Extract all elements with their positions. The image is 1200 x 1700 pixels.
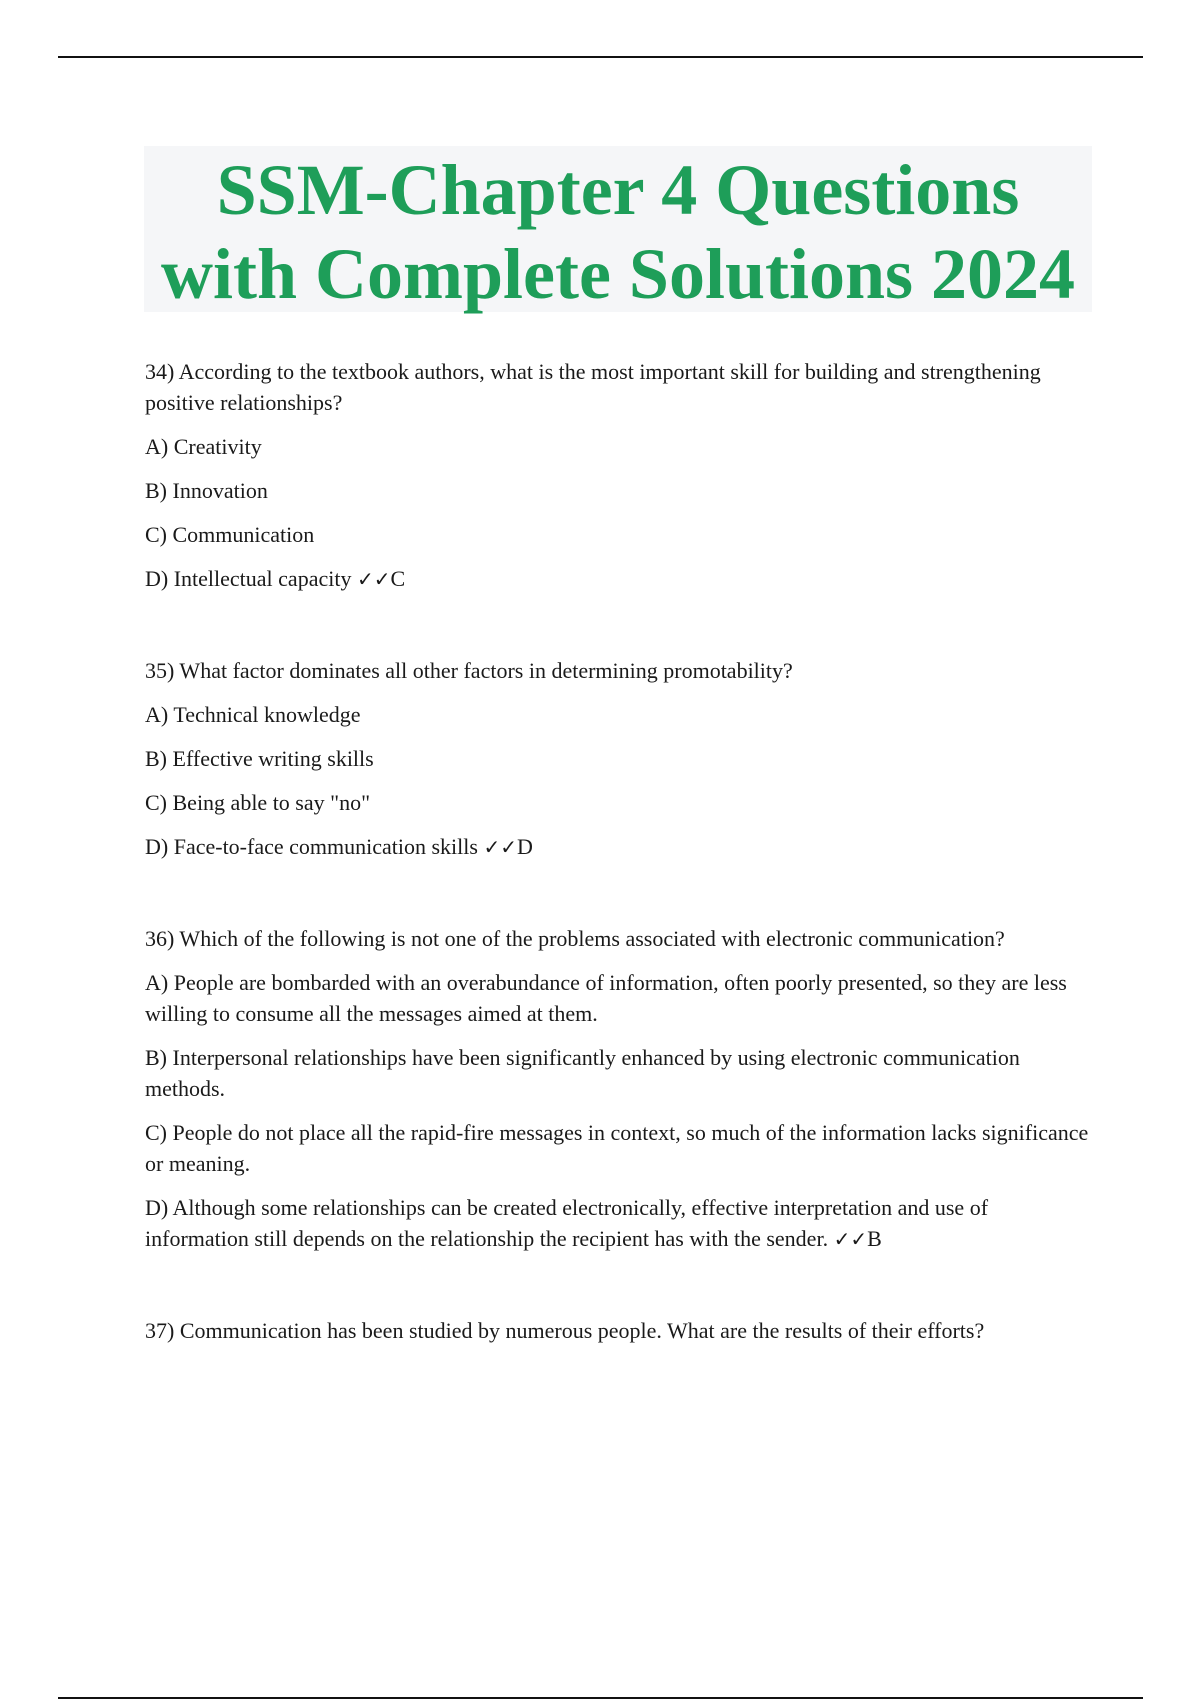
question-text: 37) Communication has been studied by numerous people. What are the results of their efforts? [145,1318,985,1343]
question-36 [145,923,1090,1255]
option-a: A) Technical knowledge [145,702,361,727]
title-line-2: with Complete Solutions 2024 [160,234,1076,314]
question-list [145,356,1090,1359]
option-d [145,563,1090,595]
checkmark-icon: ✓✓ [833,1227,868,1251]
option-c: C) Communication [145,522,315,547]
title-line-1: SSM-Chapter 4 Questions [216,150,1020,230]
title-banner [144,146,1092,312]
top-rule [58,56,1143,58]
option-d [145,831,1090,863]
answer-key: B [867,1226,882,1251]
option-d-text: D) Although some relationships can be created electronically, effective interpretation and use of information still depends on the relationship the recipient has with the sender. [145,1195,989,1251]
option-d-text: D) Face-to-face communication skills [145,834,478,859]
checkmark-icon: ✓✓ [483,835,517,859]
question-text: 34) According to the textbook authors, what is the most important skill for building and strengthening positive relationships? [145,359,1041,415]
option-b: B) Interpersonal relationships have been significantly enhanced by using electronic communication methods. [145,1045,1020,1101]
question-37 [145,1315,1090,1346]
question-text: 36) Which of the following is not one of the problems associated with electronic communication? [145,926,1005,951]
checkmark-icon: ✓✓ [356,567,391,591]
option-c: C) People do not place all the rapid-fire messages in context, so much of the information lacks significance or meaning. [145,1120,1089,1176]
option-b: B) Effective writing skills [145,746,374,771]
question-34 [145,356,1090,595]
question-35 [145,655,1090,863]
bottom-rule [58,1697,1143,1699]
option-c: C) Being able to say "no" [145,790,371,815]
option-d-text: D) Intellectual capacity [145,566,352,591]
question-text: 35) What factor dominates all other factors in determining promotability? [145,658,793,683]
answer-key: C [390,566,406,591]
answer-key: D [516,834,533,859]
option-b: B) Innovation [145,478,268,503]
option-a: A) People are bombarded with an overabundance of information, often poorly presented, so they are less willing to consume all the messages aimed at them. [145,970,1067,1026]
option-d [145,1192,1090,1255]
option-a: A) Creativity [145,434,262,459]
